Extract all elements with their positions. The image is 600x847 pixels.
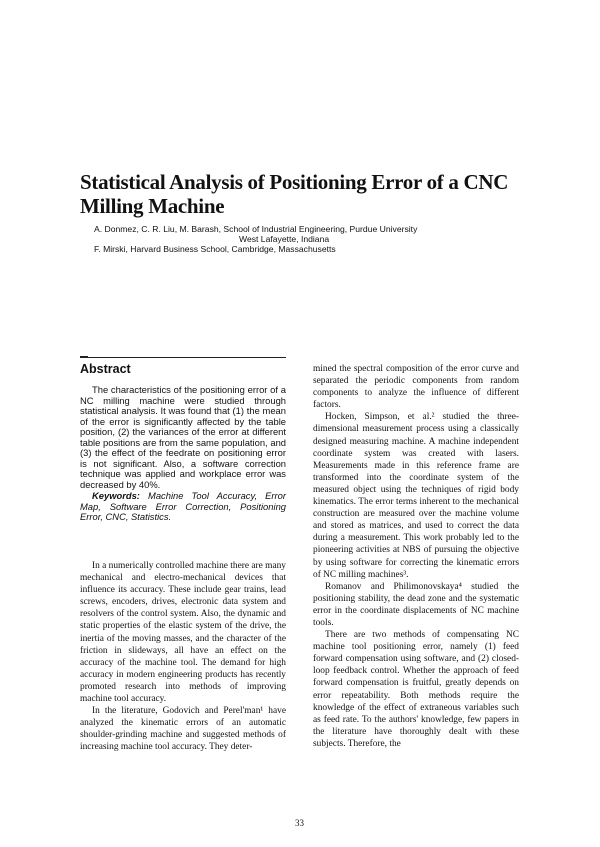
paragraph: Hocken, Simpson, et al.² studied the three-dimensional measurement process using a classically designed measuring machine. A machine independent coordinate system was created with lasers. Measurements made in this reference frame are transformed into the coordinate system of the measured object using the techniques of rigid body kinematics. The error terms inherent to the mechanical construction are measured over the machine volume and stored as matrices, and used to correct the data during a measurement. This work probably led to the pioneering activities at NBS of pursuing the objective by using software for correcting the kinematic errors of NC milling machines³. <box>313 412 519 580</box>
keywords-label: Keywords: <box>92 490 140 501</box>
body-column-left <box>80 560 286 754</box>
paragraph: In a numerically controlled machine there are many mechanical and electro-mechanical devices that influence its accuracy. These include gear trains, lead screws, encoders, drives, electronic data system and resolvers of the control system. Also, the dynamic and static properties of the elastic system of the drive, the inertia of the moving masses, and the character of the friction in slideways, all have an effect on the accuracy of the machine tool. The demand for high accuracy in modern engineering products has recently promoted research into methods of improving machine tool accuracy. <box>80 561 286 705</box>
page-number: 33 <box>295 818 304 828</box>
keywords-text: Machine Tool Accuracy, Error Map, Software Error Correction, Positioning Error, CNC, Statistics. <box>80 490 286 522</box>
paragraph: There are two methods of compensating NC machine tool positioning error, namely (1) feed forward compensation using software, and (2) closed-loop feedback control. Whether the approach of feed forward compensation is fruitful, greatly depends on error repeatability. Both methods require the knowledge of the effect of extraneous variables such as feed rate. To the authors' knowledge, few papers in the literature have thoroughly dealt with these subjects. Therefore, the <box>313 630 519 749</box>
keywords-line <box>80 491 286 523</box>
abstract-heading: Abstract <box>80 362 131 376</box>
abstract-text: The characteristics of the positioning error of a NC milling machine were studied through statistical analysis. It was found that (1) the mean of the error is significantly affected by the table position, (2) the variances of the error at different table positions are from the same population, and (3) the effect of the feedrate on positioning error is not significant. Also, a software correction technique was applied and workplace error was decreased by 40%. <box>80 384 286 490</box>
author-line-1: A. Donmez, C. R. Liu, M. Barash, School of Industrial Engineering, Purdue University <box>94 224 418 234</box>
abstract-rule <box>80 357 286 358</box>
author-block <box>94 224 494 254</box>
paper-title: Statistical Analysis of Positioning Error of a CNC Milling Machine <box>80 170 509 218</box>
paragraph: Romanov and Philimonovskaya⁴ studied the positioning stability, the dead zone and the systematic error in the coordinate displacements of NC machine tools. <box>313 581 519 628</box>
paragraph: mined the spectral composition of the error curve and separated the periodic components from random components to analyze the influence of different factors. <box>313 364 519 411</box>
paragraph: In the literature, Godovich and Perel'man¹ have analyzed the kinematic errors of an automatic shoulder-grinding machine and suggested methods of increasing machine tool accuracy. They deter- <box>80 706 286 753</box>
body-column-right <box>313 363 519 750</box>
author-line-3: F. Mirski, Harvard Business School, Cambridge, Massachusetts <box>94 244 336 254</box>
author-line-2: West Lafayette, Indiana <box>239 234 330 244</box>
abstract-body <box>80 385 286 523</box>
